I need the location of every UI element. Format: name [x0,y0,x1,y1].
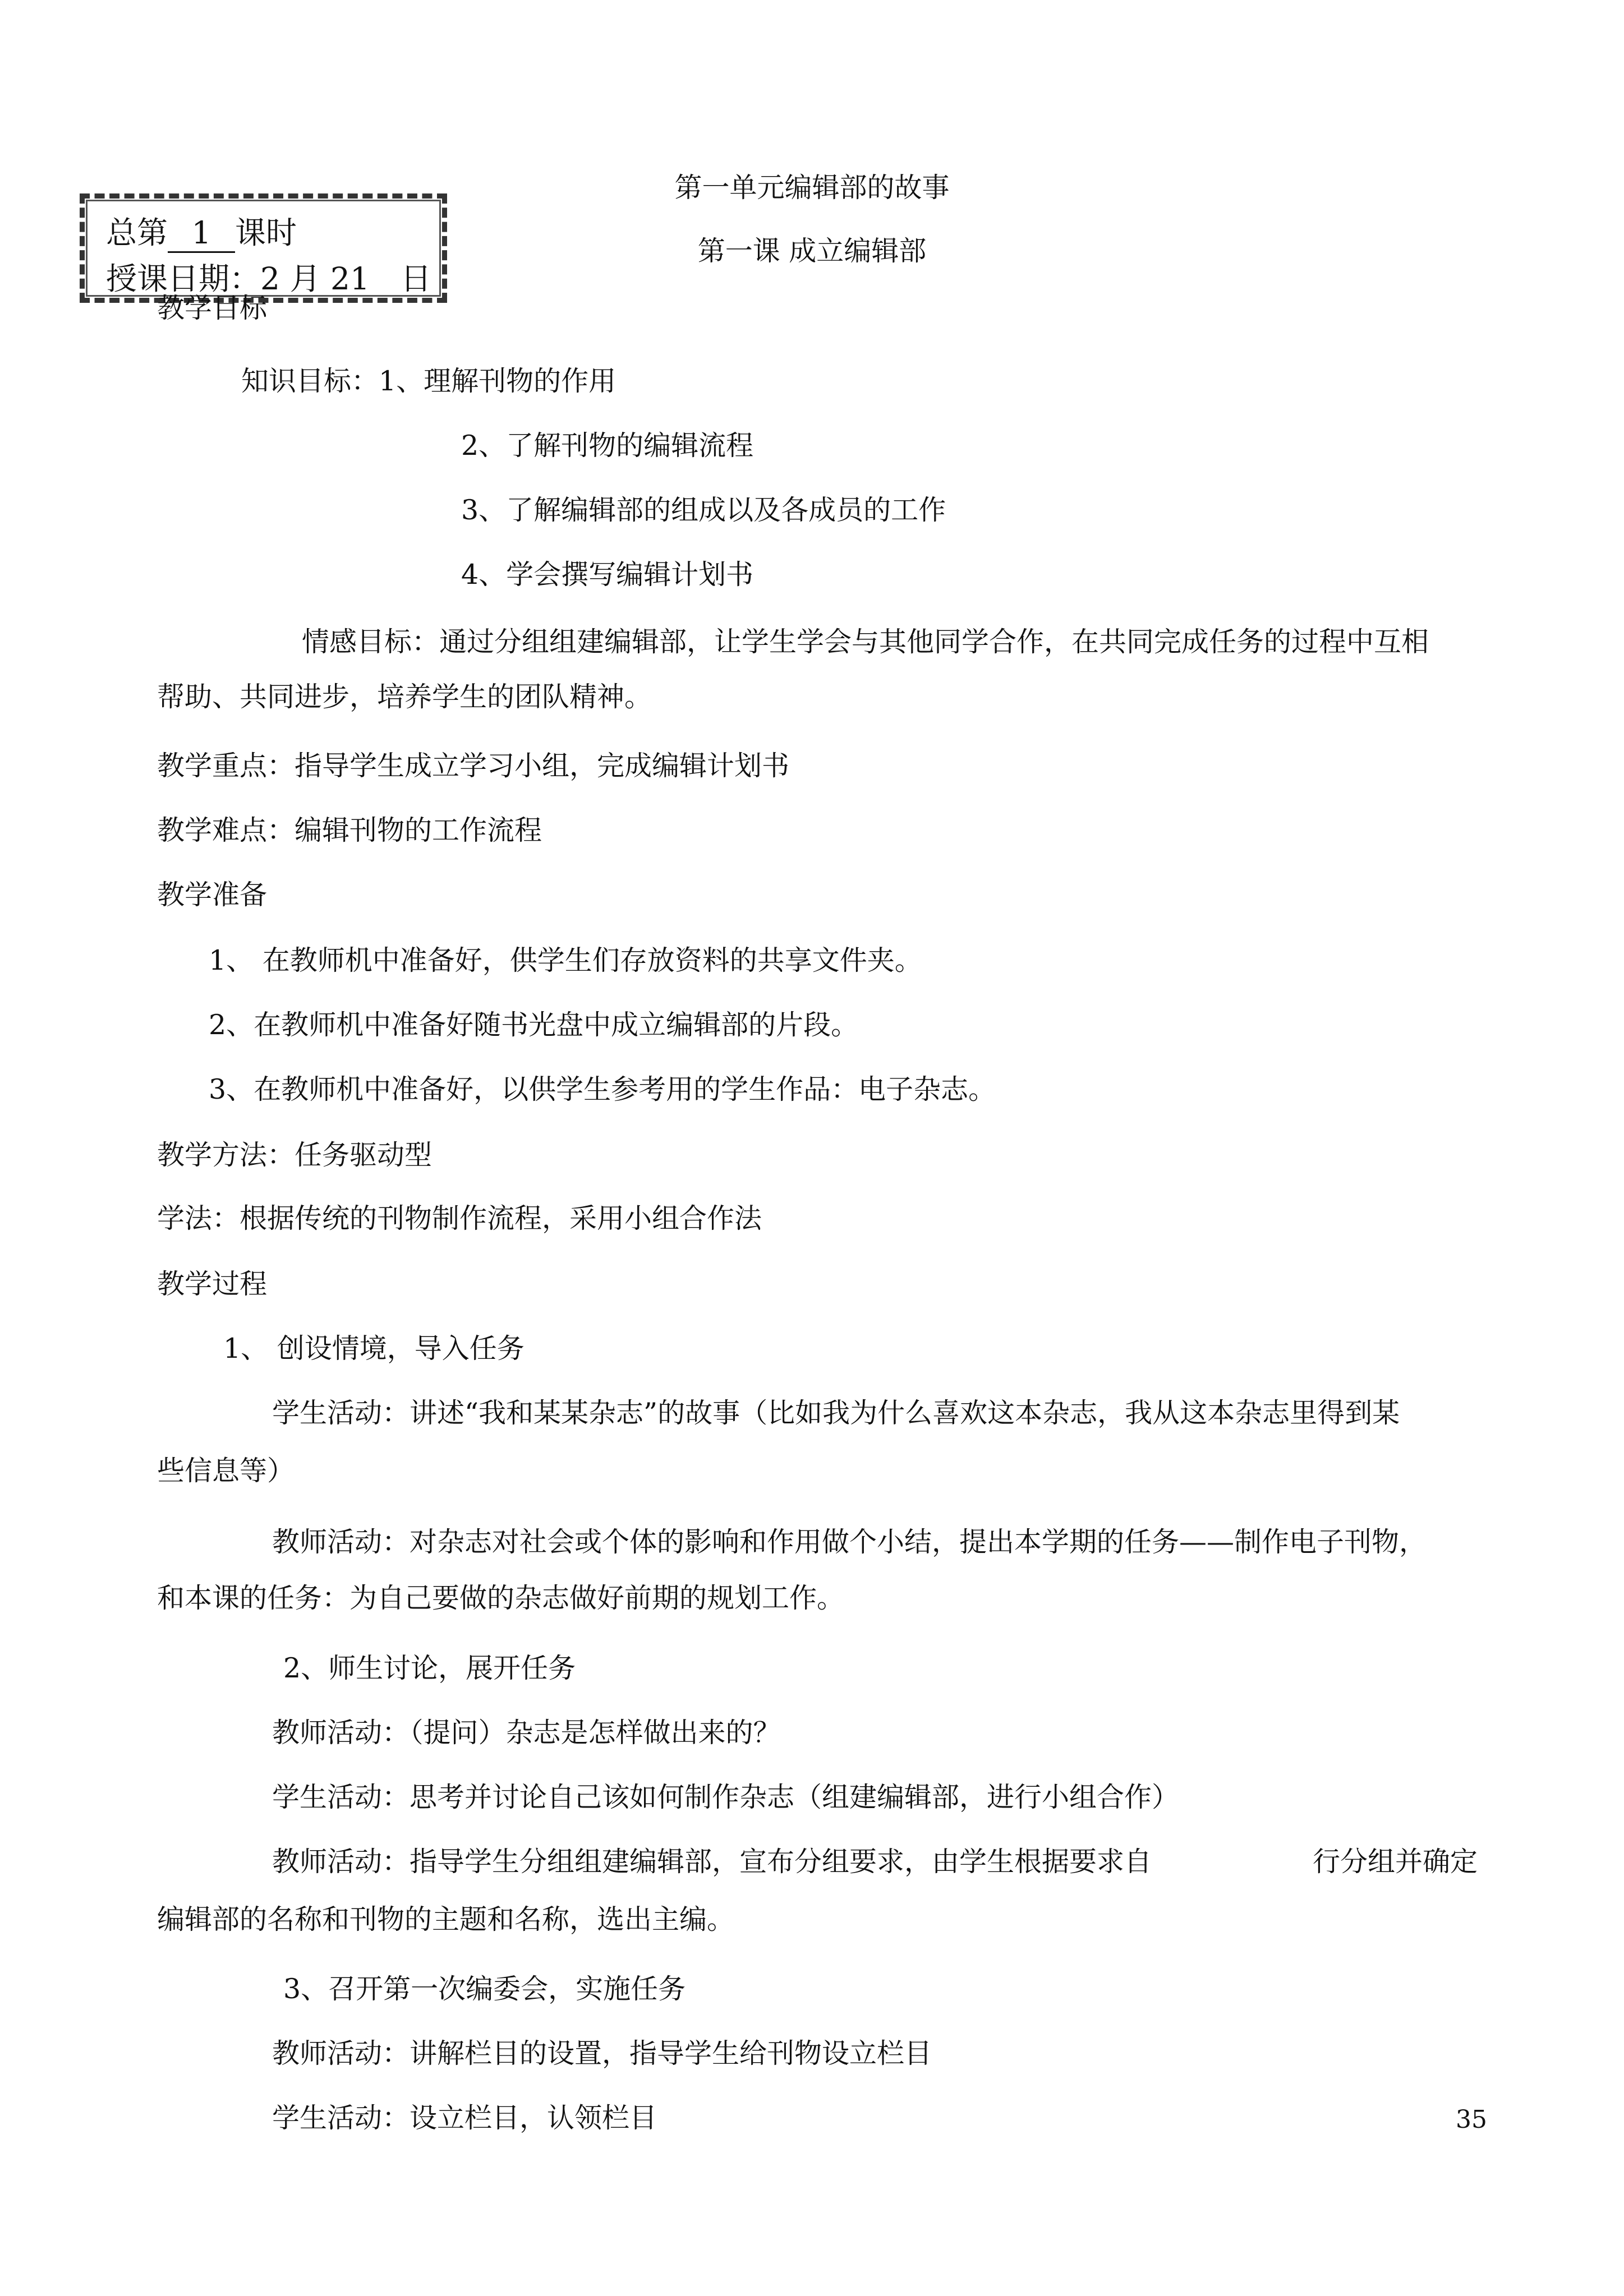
unit-title: 第一单元编辑部的故事 [674,172,950,204]
text-line: 帮助、共同进步，培养学生的团队精神。 [157,681,652,713]
text-line: 2、在教师机中准备好随书光盘中成立编辑部的片段。 [209,1009,859,1041]
text-line: 教学难点：编辑刊物的工作流程 [157,814,542,846]
text-line: 教学方法：任务驱动型 [157,1139,433,1171]
text-line: 教学目标 [157,292,268,324]
text-line: 教学准备 [157,879,268,911]
text-line: 学生活动：讲述“我和某某杂志”的故事（比如我为什么喜欢这本杂志，我从这本杂志里得到某 [272,1397,1400,1429]
lesson-title: 第一课 成立编辑部 [697,235,927,267]
text-line: 教学重点：指导学生成立学习小组，完成编辑计划书 [157,750,790,782]
text-line: 2、师生讨论，展开任务 [283,1652,576,1684]
text-line: 4、学会撰写编辑计划书 [461,559,754,591]
text-line: 学法：根据传统的刊物制作流程，采用小组合作法 [157,1202,762,1234]
text-line: 教师活动：讲解栏目的设置，指导学生给刊物设立栏目 [272,2037,932,2069]
text-line: 1、 在教师机中准备好，供学生们存放资料的共享文件夹。 [209,944,922,976]
lesson-count-suffix: 课时 [235,215,297,251]
text-line: 教学过程 [157,1268,268,1300]
text-line: 编辑部的名称和刊物的主题和名称，选出主编。 [157,1903,735,1935]
text-line: 学生活动：思考并讨论自己该如何制作杂志（组建编辑部，进行小组合作） [272,1781,1180,1813]
text-line: 2、了解刊物的编辑流程 [461,430,754,462]
lesson-count-prefix: 总第 [106,215,168,251]
text-line: 3、召开第一次编委会，实施任务 [283,1973,686,2005]
text-line: 教师活动：指导学生分组组建编辑部，宣布分组要求，由学生根据要求自 [272,1846,1152,1878]
text-line: 情感目标：通过分组组建编辑部，让学生学会与其他同学合作，在共同完成任务的过程中互相 [302,626,1429,658]
text-line: 1、 创设情境，导入任务 [223,1333,525,1364]
text-line: 教师活动：对杂志对社会或个体的影响和作用做个小结，提出本学期的任务——制作电子刊物， [272,1526,1427,1558]
text-line: 些信息等） [157,1455,295,1487]
page-number: 35 [1456,2105,1487,2134]
lesson-date: 授课日期：2 月 21 日 [106,261,431,297]
text-line: 和本课的任务：为自己要做的杂志做好前期的规划工作。 [157,1582,845,1614]
text-line: 教师活动：（提问）杂志是怎样做出来的？ [272,1717,781,1749]
lesson-number: 1 [168,214,235,253]
text-line: 行分组并确定 [1313,1846,1478,1878]
text-line: 3、在教师机中准备好，以供学生参考用的学生作品：电子杂志。 [209,1073,996,1105]
text-line: 3、了解编辑部的组成以及各成员的工作 [461,494,946,526]
lesson-count-row [106,214,297,253]
text-line: 学生活动：设立栏目，认领栏目 [272,2102,657,2134]
text-line: 知识目标：1、理解刊物的作用 [241,365,617,397]
lesson-info-box [80,193,447,303]
